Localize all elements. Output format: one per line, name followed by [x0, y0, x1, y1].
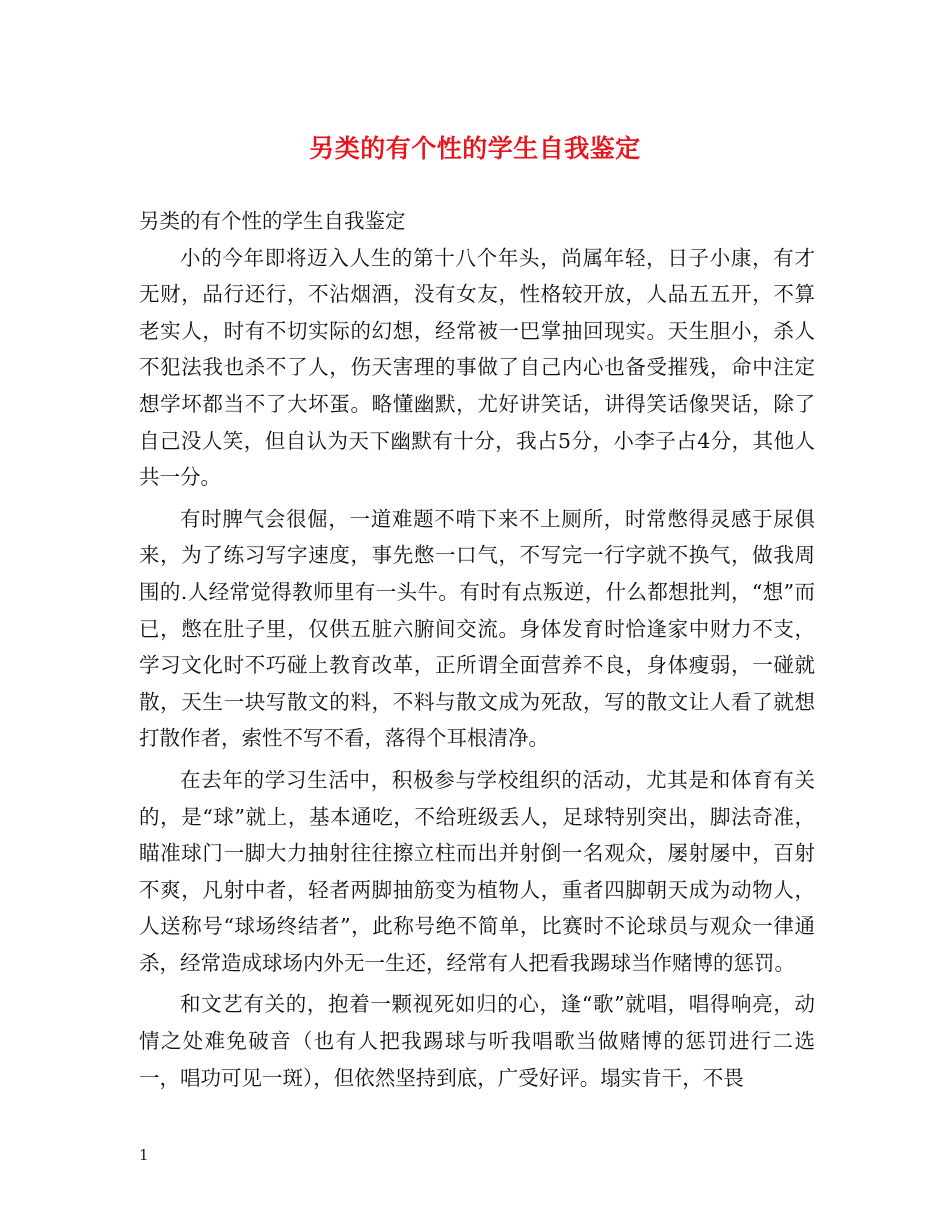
paragraph-3: 在去年的学习生活中，积极参与学校组织的活动，尤其是和体育有关的，是“球”就上，基本通吃，不给班级丢人，足球特别突出，脚法奇准，瞄准球门一脚大力抽射往往擦立柱而出并射倒一名观众，屡射屡中，百射不爽，凡射中者，轻者两脚抽筋变为植物人，重者四脚朝天成为动物人，人送称号“球场终结者”，此称号绝不简单，比赛时不论球员与观众一律通杀，经常造成球场内外无一生还，经常有人把看我踢球当作赌博的惩罚。	[139, 767, 815, 975]
paragraph-4: 和文艺有关的，抱着一颗视死如归的心，逢“歌”就唱，唱得响亮，动情之处难免破音（也有人把我踢球与听我唱歌当做赌博的惩罚进行二选一，唱功可见一斑），但依然坚持到底，广受好评。塌实肯干，不畏	[139, 992, 815, 1090]
page-number: 1	[139, 1146, 149, 1164]
document-subtitle: 另类的有个性的学生自我鉴定	[139, 209, 406, 233]
document-body	[139, 203, 815, 1101]
paragraph-1: 小的今年即将迈入人生的第十八个年头，尚属年轻，日子小康，有才无财，品行还行，不沾烟酒，没有女友，性格较开放，人品五五开，不算老实人，时有不切实际的幻想，经常被一巴掌抽回现实。天生胆小，杀人不犯法我也杀不了人，伤天害理的事做了自己内心也备受摧残，命中注定想学坏都当不了大坏蛋。略懂幽默，尤好讲笑话，讲得笑话像哭话，除了自己没人笑，但自认为天下幽默有十分，我占5分，小李子占4分，其他人共一分。	[139, 245, 815, 490]
paragraph-2: 有时脾气会很倔，一道难题不啃下来不上厕所，时常憋得灵感于尿俱来，为了练习写字速度，事先憋一口气，不写完一行字就不换气，做我周围的.人经常觉得教师里有一头牛。有时有点叛逆，什么都想批判，“想”而已，憋在肚子里，仅供五脏六腑间交流。身体发育时恰逢家中财力不支，学习文化时不巧碰上教育改革，正所谓全面营养不良，身体瘦弱，一碰就散，天生一块写散文的料，不料与散文成为死敌，写的散文让人看了就想打散作者，索性不写不看，落得个耳根清净。	[139, 506, 815, 751]
document-title: 另类的有个性的学生自我鉴定	[309, 134, 641, 163]
